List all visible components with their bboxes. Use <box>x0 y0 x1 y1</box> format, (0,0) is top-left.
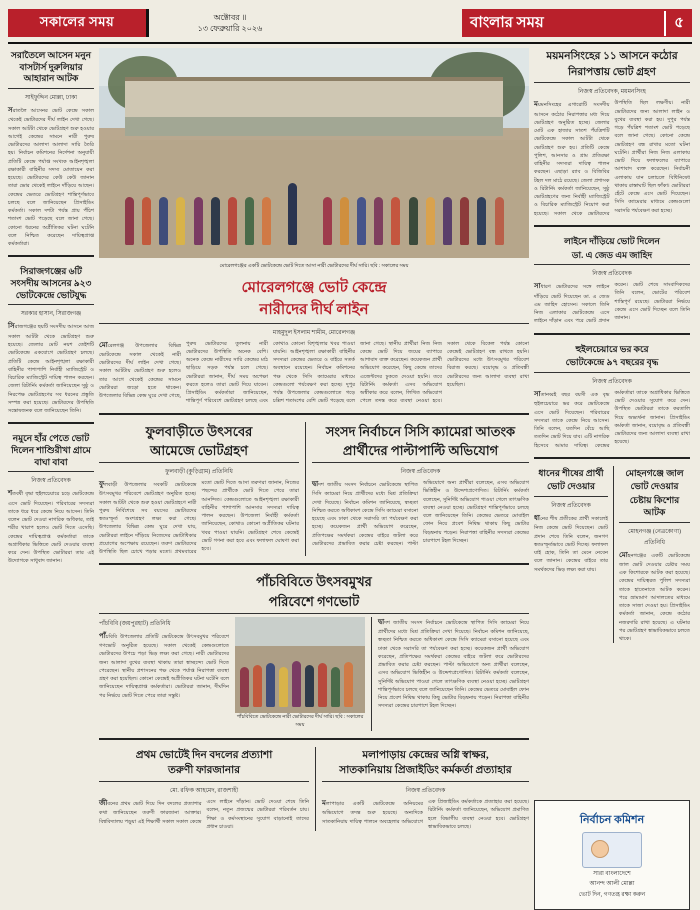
lead-photo-caption: মোরেলগঞ্জের একটি ভোটকেন্দ্রে ভোট দিতে আসা নারী ভোটারদের দীর্ঘ সারি। ছবি : সকালের সময় <box>219 264 409 269</box>
divider <box>99 563 529 565</box>
divider <box>8 304 94 305</box>
panchbibi-photo-caption: পাঁচবিবিতে ভোটকেন্দ্রে নারী ভোটারদের দীর্ঘ সারি। ছবি : সকালের সময় <box>236 714 364 728</box>
divider <box>534 264 690 265</box>
lead-byline: মাহমুদুল ইসলাম শামীম, মোরেলগঞ্জ <box>272 329 356 336</box>
article-mala-byline: নিজস্ব প্রতিবেদক <box>405 788 446 795</box>
article-mala-headline-1: মলাপাড়ায় কেন্দ্রের অগ্নি স্বাক্ষর, <box>362 749 489 761</box>
divider <box>312 462 529 463</box>
article-panchbibi-extra <box>371 617 529 731</box>
article-bagha <box>8 431 94 565</box>
article-panchbibi-content <box>99 617 529 731</box>
article-morrelganj <box>99 276 529 406</box>
divider <box>99 323 529 324</box>
article-cc-body: দ্বাদশ জাতীয় সংসদ নির্বাচনে ভোটকেন্দ্রে স্থাপিত সিসি ক্যামেরা নিয়ে প্রার্থীদের মধ্যে মিশ্র প্রতিক্রিয়া দেখা দিয়েছে। নির্বাচন কমিশন জানিয়েছে, স্বচ্ছতা নিশ্চিত করতে অধিকাংশ কেন্দ্রে সিসি ক্যামেরা বসানো হয়েছে এবং ঢাকা থেকে সরাসরি তা পর্যবেক্ষণ করা হচ্ছে। কয়েকজন প্রার্থী অভিযোগ করেছেন, প্রতিপক্ষের সমর্থকরা কেন্দ্রের বাইরে জটলা করে ভোটারদের প্রভাবিত করার চেষ্টা করছেন। পাল্টা অভিযোগে অন্য প্রার্থীরা বলেছেন, এসব অভিযোগ ভিত্তিহীন ও উদ্দেশ্যপ্রণোদিত। রিটার্নিং কর্মকর্তা বলেছেন, সুনির্দিষ্ট অভিযোগ পাওয়া গেলে তাৎক্ষণিক ব্যবস্থা নেওয়া হচ্ছে। ভোটগ্রহণ শান্তিপূর্ণভাবে চলছে বলে জানিয়েছেন তিনি। কেন্দ্রের ভেতরে মোবাইল ফোন নিয়ে প্রবেশ নিষিদ্ধ থাকায় কিছু ভোটার বিড়ম্বনায় পড়েন। নিরাপত্তা বাহিনীর সদস্যরা কেন্দ্রের চারপাশে টহল দিচ্ছেন। <box>312 480 529 547</box>
divider <box>99 413 529 415</box>
lead-headline-line1: মোরেলগঞ্জে ভোট কেন্দ্রে <box>241 280 387 296</box>
article-sirajganj <box>8 264 94 415</box>
ad-illustration <box>582 832 642 868</box>
divider <box>99 738 529 740</box>
issue-date-line2: ১৩ ফেব্রুয়ারি ২০২৬ <box>197 24 263 33</box>
divider <box>99 613 529 614</box>
article-mymensingh-body: ময়মনসিংহের এগারোটি সংসদীয় আসনে কঠোর নিরাপত্তার মধ্য দিয়ে ভোটগ্রহণ অনুষ্ঠিত হচ্ছে। জেলার মোট এক হাজার সাতশ পঁয়ত্রিশটি ভোটকেন্দ্রে সকাল আটটা থেকে ভোটগ্রহণ শুরু হয়। প্রতিটি কেন্দ্রে পুলিশ, আনসার ও গ্রাম প্রতিরক্ষা বাহিনীর সদস্যরা দায়িত্ব পালন করছেন। এছাড়া র‍্যাব ও বিজিবির টহল দল মাঠে রয়েছে। জেলা প্রশাসক ও রিটার্নিং কর্মকর্তা জানিয়েছেন, সুষ্ঠু ভোটগ্রহণের জন্য নির্বাহী ম্যাজিস্ট্রেট ও বিচারিক ম্যাজিস্ট্রেট নিয়োগ করা হয়েছে। সকাল থেকে ভোটারদের উপস্থিতি ছিল লক্ষণীয়। নারী ভোটারদের জন্য আলাদা লাইন ও বুথের ব্যবস্থা করা হয়। দুপুর পর্যন্ত গড়ে পঁয়ত্রিশ শতাংশ ভোট পড়েছে বলে জানা গেছে। কোনো কেন্দ্রে ভোটগ্রহণ বন্ধ রাখার মতো ঘটনা ঘটেনি। প্রার্থীরা নিজ নিজ এলাকায় ভোট দিয়ে ফলাফলের ব্যাপারে আশাবাদ ব্যক্ত করেছেন। নির্বাচনী এলাকায় যান চলাচলে বিধিনিষেধ থাকায় রাস্তাঘাট ছিল ফাঁকা। ভোটাররা হেঁটে কেন্দ্রে এসে ভোট দিয়েছেন। সিসি ক্যামেরার মাধ্যমে কেন্দ্রগুলো সরাসরি পর্যবেক্ষণ করা হচ্ছে। <box>534 100 690 217</box>
article-cc-byline: নিজস্ব প্রতিবেদক <box>400 469 441 475</box>
article-bagha-body: শতবর্ষী বৃদ্ধা হুইলচেয়ারে চড়ে ভোটকেন্দ্রে এসে ভোট দিয়েছেন। পরিবারের সদস্যরা তাকে ধরে ধরে কেন্দ্রে নিয়ে আসেন। তিনি বলেন ভোট দেওয়া নাগরিক অধিকার, তাই শরীর খারাপ হলেও ভোট দিতে এসেছি। কেন্দ্রের দায়িত্বপ্রাপ্ত কর্মকর্তারা তাকে অগ্রাধিকার ভিত্তিতে ভোট দেওয়ার ব্যবস্থা করে দেন। উপস্থিত ভোটাররা তার এই উদ্যোগকে সাধুবাদ জানান। <box>8 489 94 565</box>
article-panchbibi-body-2: দ্বাদশ জাতীয় সংসদ নির্বাচনে ভোটকেন্দ্রে স্থাপিত সিসি ক্যামেরা নিয়ে প্রার্থীদের মধ্যে মিশ্র প্রতিক্রিয়া দেখা দিয়েছে। নির্বাচন কমিশন জানিয়েছে, স্বচ্ছতা নিশ্চিত করতে অধিকাংশ কেন্দ্রে সিসি ক্যামেরা বসানো হয়েছে এবং ঢাকা থেকে সরাসরি তা পর্যবেক্ষণ করা হচ্ছে। কয়েকজন প্রার্থী অভিযোগ করেছেন, প্রতিপক্ষের সমর্থকরা কেন্দ্রের বাইরে জটলা করে ভোটারদের প্রভাবিত করার চেষ্টা করছেন। পাল্টা অভিযোগে অন্য প্রার্থীরা বলেছেন, এসব অভিযোগ ভিত্তিহীন ও উদ্দেশ্যপ্রণোদিত। রিটার্নিং কর্মকর্তা বলেছেন, সুনির্দিষ্ট অভিযোগ পাওয়া গেলে তাৎক্ষণিক ব্যবস্থা নেওয়া হচ্ছে। ভোটগ্রহণ শান্তিপূর্ণভাবে চলছে বলে জানিয়েছেন তিনি। কেন্দ্রের ভেতরে মোবাইল ফোন নিয়ে প্রবেশ নিষিদ্ধ থাকায় কিছু ভোটার বিড়ম্বনায় পড়েন। নিরাপত্তা বাহিনীর সদস্যরা কেন্দ্রের চারপাশে টহল দিচ্ছেন। <box>378 617 530 710</box>
article-jal-vote <box>613 466 690 644</box>
article-first-vote <box>99 747 309 831</box>
main-two-up <box>99 422 529 557</box>
advertisement[interactable] <box>534 800 690 910</box>
page-number: ৫ <box>664 11 684 36</box>
newspaper-logo: সকালের সময় <box>8 9 149 37</box>
divider <box>534 225 690 227</box>
article-fulbari-byline: ফুলবাড়ী (কুড়িগ্রাম) প্রতিনিধি <box>165 469 233 475</box>
article-panchbibi-photo-wrap <box>235 617 365 731</box>
article-jal-headline-1: মোহনগঞ্জে জাল <box>625 467 684 478</box>
article-mala-headline-2: সাতকানিয়ায় প্রিজাইডিং কর্মকর্তা প্রত্যাহার <box>339 765 512 777</box>
divider <box>99 462 299 463</box>
right-two-up <box>534 466 690 644</box>
article-panchbibi-textcol <box>99 617 229 731</box>
article-bagha-headline: নমুনে হাঁর পেতে ভোট দিলেন শাশিুরীখা গ্রামে বাঘা বাবা <box>11 433 91 467</box>
section-banner <box>462 9 692 37</box>
article-line-vote <box>534 234 690 326</box>
article-bagha-byline: নিজস্ব প্রতিবেদক <box>31 478 71 485</box>
ad-line-2: আনন্দ আলী মোল্লা <box>589 881 635 888</box>
article-wheelchair-headline-2: ভোটকেন্দ্রে ৯৭ বছরের বৃদ্ধ <box>565 357 659 368</box>
article-wheelchair-headline-1: হুইলচেয়ারে ভর করে <box>575 343 649 354</box>
article-panchbibi-byline: পাঁচবিবি (জয়পুরহাট) প্রতিনিধি <box>99 620 171 627</box>
divider <box>534 333 690 335</box>
article-line-vote-headline-1: লাইনে দাঁড়িয়ে ভোট দিলেন <box>564 235 660 246</box>
divider <box>99 781 309 782</box>
article-fulbari-headline-1: ফুলবাড়ীতে উৎসবের <box>145 423 253 439</box>
divider <box>534 372 690 373</box>
article-cc-camera <box>305 422 529 557</box>
ad-line-1: সারা বাংলাদেশে <box>593 870 631 877</box>
article-sarotoil-headline: সরাতৈলে আসেন মনুন বাসটার্স দুরুলিয়ার আহারান আটক <box>10 50 92 84</box>
article-jal-body: মোহনগঞ্জের একটি ভোটকেন্দ্রে জাল ভোট দেওয়ার চেষ্টার সময় এক কিশোরকে আটক করা হয়েছে। কেন্দ্রের দায়িত্বরত পুলিশ সদস্যরা তাকে হাতেনাতে আটক করেন। পরে ভ্রাম্যমাণ আদালতের মাধ্যমে তাকে সাজা দেওয়া হয়। প্রিসাইডিং কর্মকর্তা জানান, কেন্দ্রে কঠোর নজরদারি রাখা হয়েছে। এ ঘটনার পর ভোটগ্রহণ স্বাভাবিকভাবে চলতে থাকে। <box>619 550 690 643</box>
article-jal-headline-3: চেষ্টায় কিশোর আটক <box>629 495 680 517</box>
article-panchbibi-headline-2: পরিবেশে গণভোট <box>268 593 360 609</box>
article-panchbibi-headline-1: পাঁচবিবিতে উৎসবমুখর <box>256 574 372 590</box>
article-sirajganj-body: সিরাজগঞ্জের ছয়টি সংসদীয় আসনে আজ সকাল আটটা থেকে ভোটগ্রহণ শুরু হয়েছে। জেলার মোট নয়শ তেইশটি ভোটকেন্দ্রে একযোগে ভোটগ্রহণ চলছে। প্রতিটি কেন্দ্রে আইনশৃঙ্খলা রক্ষাকারী বাহিনীর পাশাপাশি নির্বাহী ম্যাজিস্ট্রেট ও বিচারিক ম্যাজিস্ট্রেট দায়িত্ব পালন করছেন। জেলা রিটার্নিং কর্মকর্তা জানিয়েছেন সুষ্ঠু ও নিরপেক্ষ ভোটগ্রহণের সব ধরনের প্রস্তুতি সম্পন্ন করা হয়েছে। ভোটারদের উপস্থিতি সন্তোষজনক বলে জানিয়েছেন তিনি। <box>8 322 94 415</box>
article-wheelchair <box>534 342 690 450</box>
article-sarotoil-byline: সাইফুদ্দিন মোল্লা, ঢাকা <box>24 95 78 102</box>
article-cc-headline-2: প্রার্থীদের পাল্টাপাল্টি অভিযোগ <box>342 442 499 458</box>
article-fulbari <box>99 422 299 557</box>
divider <box>534 457 690 459</box>
divider <box>8 255 94 257</box>
right-spacer <box>534 647 690 796</box>
article-mymensingh-headline-1: ময়মনসিংহের ১১ আসনে কঠোর <box>546 51 678 62</box>
article-first-vote-byline: মো. রফিক আহমেদ, রাজশাহী <box>169 788 239 795</box>
article-line-vote-headline-2: ডা. এ জেড এম জাহিদ <box>571 249 653 260</box>
article-first-vote-body: জীবনের প্রথম ভোট দিয়ে দিন বদলের প্রত্যাশার কথা জানিয়েছেন তরুণী ফারজানা আক্তার। বিশ্ববিদ্যালয় পড়ুয়া এই শিক্ষার্থী সকাল সকাল কেন্দ্রে এসে লাইনে দাঁড়ান। ভোট দেওয়া শেষে তিনি বলেন, নতুন প্রজন্মের ভোটাররা পরিবর্তন চায়। শিক্ষা ও কর্মসংস্থানের সুযোগ বাড়ানোই তাদের প্রধান চাওয়া। <box>99 799 309 830</box>
article-mymensingh <box>534 48 690 218</box>
article-dhaner-byline: নিজস্ব প্রতিবেদক <box>551 503 591 510</box>
article-jal-headline-2: ভোট দেওয়ার <box>630 481 679 492</box>
polling-station-building <box>125 77 503 136</box>
article-sarotoil-body: সরাতলৈ আসেনর ভোট কেন্দ্রে সকাল থেকেই ভোটারদের দীর্ঘ লাইন দেখা গেছে। সকাল আটটা থেকে ভোটগ্রহণ শুরু হওয়ার আগেই কেন্দ্রের সামনে নারী পুরুষ ভোটারদের আলাদা আলাদা সারি তৈরি হয়। নির্বাচন কমিশনের নির্দেশনা অনুযায়ী প্রতিটি কেন্দ্রে পর্যাপ্ত সংখ্যক আইনশৃঙ্খলা রক্ষাকারী বাহিনীর সদস্য মোতায়েন করা হয়েছে। ভোটারদের কেউ কেউ জানান তারা ভোর থেকেই লাইনে দাঁড়িয়ে আছেন। কেন্দ্রের ভেতরে ভোটগ্রহণ শান্তিপূর্ণভাবে চলছে বলে জানিয়েছেন প্রিসাইডিং কর্মকর্তা। সকাল দশটা পর্যন্ত প্রায় পঁচিশ শতাংশ ভোট পড়েছে বলে জানা গেছে। কোনো ধরনের অপ্রীতিকর ঘটনা ঘটেনি বলে নিশ্চিত করেছেন দায়িত্বপ্রাপ্ত কর্মকর্তারা। <box>8 106 94 248</box>
divider <box>8 471 94 472</box>
article-line-vote-byline: নিজস্ব প্রতিবেদক <box>592 271 632 278</box>
lead-photo <box>99 48 529 258</box>
article-panchbibi <box>99 572 529 731</box>
article-line-vote-body: সাধারণ ভোটারদের সঙ্গে লাইনে দাঁড়িয়ে ভোট দিয়েছেন ডা. এ জেড এম জাহিদ হোসেন। সকালে তিনি নিজ এলাকার ভোটকেন্দ্রে এসে লাইনে দাঁড়ান এবং পরে ভোট প্রদান করেন। ভোট শেষে সাংবাদিকদের তিনি বলেন, ভোটের পরিবেশ শান্তিপূর্ণ রয়েছে। ভোটাররা নির্ভয়ে কেন্দ্রে এসে ভোট দিচ্ছেন বলে তিনি জানান। <box>534 282 690 325</box>
section-title: বাংলার সময় <box>470 14 544 31</box>
lead-headline-line2: নারীদের দীর্ঘ লাইন <box>259 301 369 318</box>
main-bottom-two-up <box>99 747 529 831</box>
page-body <box>8 48 692 910</box>
article-wheelchair-byline: নিজস্ব প্রতিবেদক <box>592 378 632 385</box>
article-dhaner-shish <box>534 466 608 644</box>
article-panchbibi-body: পাঁচবিবি উপজেলার প্রতিটি ভোটকেন্দ্রে উৎসবমুখর পরিবেশে গণভোট অনুষ্ঠিত হয়েছে। সকাল থেকেই কেন্দ্রগুলোতে ভোটারদের উপচে পড়া ভিড় লক্ষ্য করা গেছে। নারী ভোটারদের জন্য আলাদা বুথের ব্যবস্থা থাকায় তারা স্বাচ্ছন্দ্যে ভোট দিতে পেরেছেন। স্থানীয় প্রশাসনের পক্ষ থেকে পর্যাপ্ত নিরাপত্তা ব্যবস্থা গ্রহণ করা হয়েছিল। কোনো কেন্দ্রেই অপ্রীতিকর ঘটনা ঘটেনি বলে জানিয়েছেন দায়িত্বপ্রাপ্ত কর্মকর্তারা। ভোটাররা জানান, দীর্ঘদিন পর নির্ভয়ে ভোট দিতে পেরে তারা সন্তুষ্ট। <box>99 631 229 699</box>
divider <box>322 781 529 782</box>
divider <box>8 422 94 424</box>
ad-caption: ভোট দিন, গণতন্ত্র রক্ষা করুন <box>578 891 646 898</box>
article-first-vote-headline-2: তরুণী ফারজানার <box>168 765 240 777</box>
article-fulbari-headline-2: আমেজে ভোটগ্রহণ <box>150 442 248 458</box>
divider <box>534 82 690 83</box>
article-sarotoil <box>8 48 94 248</box>
ad-logo: নির্বাচন কমিশন <box>579 813 645 826</box>
divider <box>8 88 94 89</box>
divider <box>619 522 690 523</box>
right-column <box>534 48 690 910</box>
article-dhaner-body: ধানের শীষ প্রতীকের প্রার্থী সকালেই নিজ কেন্দ্রে ভোট দিয়েছেন। ভোট প্রদান শেষে তিনি বলেন, জনগণ স্বতঃস্ফূর্তভাবে ভোট দিচ্ছে। ফলাফল যাই হোক, তিনি তা মেনে নেবেন বলে জানান। কেন্দ্রের বাইরে তার সমর্থকদের ভিড় লক্ষ্য করা যায়। <box>534 514 608 573</box>
article-mymensingh-byline: নিজস্ব প্রতিবেদক, ময়মনসিংহ <box>578 89 646 96</box>
left-column <box>8 48 94 910</box>
lead-body: মোরেলগঞ্জ উপজেলার বিভিন্ন ভোটকেন্দ্রে সকাল থেকেই নারী ভোটারদের দীর্ঘ লাইন দেখা গেছে। সকাল আটটায় ভোটগ্রহণ শুরু হলেও তার আগে থেকেই কেন্দ্রের সামনে ভোটাররা জড়ো হতে থাকেন। উপজেলার বিভিন্ন কেন্দ্র ঘুরে দেখা গেছে, পুরুষ ভোটারদের তুলনায় নারী ভোটারদের উপস্থিতি অনেক বেশি। অনেক কেন্দ্রে নারীদের সারি কেন্দ্রের মাঠ ছাড়িয়ে সড়ক পর্যন্ত চলে গেছে। ভোটাররা জানান, দীর্ঘ সময় অপেক্ষা করতে হলেও তারা ভোট দিয়ে যাবেন। প্রিসাইডিং কর্মকর্তারা জানিয়েছেন, শান্তিপূর্ণ পরিবেশে ভোটগ্রহণ চলছে এবং কোথাও কোনো বিশৃঙ্খলার খবর পাওয়া যায়নি। আইনশৃঙ্খলা রক্ষাকারী বাহিনীর সদস্যরা কেন্দ্রের ভেতরে ও বাইরে সতর্ক অবস্থানে রয়েছেন। নির্বাচন কমিশনের পক্ষ থেকে সিসি ক্যামেরার মাধ্যমে কেন্দ্রগুলো পর্যবেক্ষণ করা হচ্ছে। দুপুর পর্যন্ত উপজেলার কেন্দ্রগুলোতে গড়ে চল্লিশ শতাংশের বেশি ভোট পড়েছে বলে জানা গেছে। স্থানীয় প্রার্থীরা নিজ নিজ কেন্দ্রে ভোট দিয়ে জয়ের ব্যাপারে আশাবাদ ব্যক্ত করেছেন। কয়েকজন প্রার্থী অভিযোগ করেছেন, কিছু কেন্দ্রে তাদের এজেন্টদের ঢুকতে দেওয়া হয়নি। তবে রিটার্নিং কর্মকর্তা এসব অভিযোগ অস্বীকার করে বলেন, লিখিত অভিযোগ পেলে তদন্ত করে ব্যবস্থা নেওয়া হবে। সকাল থেকে বিকেল পর্যন্ত কোনো কেন্দ্রেই ভোটগ্রহণ বন্ধ রাখতে হয়নি। ভোটারদের মধ্যে উৎসবমুখর পরিবেশ বিরাজ করছে। বয়োবৃদ্ধ ও প্রতিবন্ধী ভোটারদের জন্য আলাদা ব্যবস্থা রাখা হয়েছিল। <box>99 340 529 405</box>
article-dhaner-headline-2: ভোট দেওয়ার <box>547 481 595 492</box>
article-mala <box>315 747 529 831</box>
article-sirajganj-headline: সিরাজগঞ্জের ৬টি সংসদীয় আসনের ৯২৩ ভোটকেন্দ্রে ভোটযুদ্ধ <box>10 266 92 300</box>
article-first-vote-headline-1: প্রথম ভোটেই দিন বদলের প্রত্যাশা <box>135 749 273 761</box>
issue-date <box>149 12 305 34</box>
main-column <box>99 48 529 910</box>
divider <box>534 496 608 497</box>
article-mymensingh-headline-2: নিরাপত্তায় ভোট গ্রহণ <box>568 66 656 78</box>
masthead <box>8 6 692 44</box>
article-cc-headline-1: সংসদ নির্বাচনে সিসি ক্যামেরা আতংক <box>325 423 516 439</box>
issue-date-line1: অক্টোবর ॥ <box>213 12 247 22</box>
article-jal-byline: মোহনগঞ্জ (নেত্রকোণা) প্রতিনিধি <box>628 528 681 546</box>
article-wheelchair-body: সাতানব্বই বছর বয়সী এক বৃদ্ধ হুইলচেয়ারে ভর করে ভোটকেন্দ্রে এসে ভোট দিয়েছেন। পরিবারের সদস্যরা তাকে কেন্দ্রে নিয়ে আসেন। তিনি বলেন, যতদিন বেঁচে আছি ততদিন ভোট দিয়ে যাব। এটি নাগরিক হিসেবে আমার দায়িত্ব। কেন্দ্রের কর্মকর্তারা তাকে অগ্রাধিকার ভিত্তিতে ভোট দেওয়ার সুযোগ করে দেন। উপস্থিত ভোটাররা তাকে করতালি দিয়ে অভ্যর্থনা জানান। প্রিসাইডিং কর্মকর্তা জানান, বয়োবৃদ্ধ ও প্রতিবন্ধী ভোটারদের জন্য আলাদা ব্যবস্থা রাখা হয়েছে। <box>534 389 690 449</box>
article-mala-body: মলাপাড়ার একটি ভোটকেন্দ্রে অনিয়মের অভিযোগে তদন্ত শুরু হয়েছে। অন্যদিকে সাতকানিয়ায় দায়িত্ব পালনে অবহেলার অভিযোগে এক প্রিজাইডিং কর্মকর্তাকে প্রত্যাহার করা হয়েছে। রিটার্নিং কর্মকর্তা জানিয়েছেন, অভিযোগ প্রমাণিত হলে বিভাগীয় ব্যবস্থা নেওয়া হবে। ভোটগ্রহণ স্বাভাবিকভাবে চলছে। <box>322 799 529 830</box>
panchbibi-photo <box>235 617 365 713</box>
article-dhaner-headline-1: ধানের শীষের প্রার্থী <box>538 467 604 478</box>
article-fulbari-body: ফুলবাড়ী উপজেলার সবকটি ভোটকেন্দ্রে উৎসবমুখর পরিবেশে ভোটগ্রহণ অনুষ্ঠিত হচ্ছে। সকাল আটটা থেকে শুরু হওয়া ভোটগ্রহণে নারী পুরুষ নির্বিশেষে সব বয়সের ভোটারদের স্বতঃস্ফূর্ত অংশগ্রহণ লক্ষ্য করা গেছে। উপজেলার বিভিন্ন কেন্দ্র ঘুরে দেখা যায়, ভোটাররা লাইনে দাঁড়িয়ে নিজেদের ভোটাধিকার প্রয়োগের অপেক্ষায় রয়েছেন। তরুণ ভোটারদের উপস্থিতি ছিল চোখে পড়ার মতো। প্রথমবারের মতো ভোট দিতে আসা তরুণরা জানান, নিজের পছন্দের প্রার্থীকে ভোট দিতে পেরে তারা আনন্দিত। কেন্দ্রগুলোতে আইনশৃঙ্খলা রক্ষাকারী বাহিনীর পাশাপাশি আনসার সদস্যরা দায়িত্ব পালন করছেন। উপজেলা নির্বাহী কর্মকর্তা জানিয়েছেন, কোথাও কোনো অপ্রীতিকর ঘটনার খবর পাওয়া যায়নি। ভোটগ্রহণ শেষে কেন্দ্রেই ভোট গণনা করা হবে এবং ফলাফল ঘোষণা করা হবে। <box>99 480 299 556</box>
article-sirajganj-byline: সরকার হাসান, সিরাজগঞ্জ <box>20 311 82 318</box>
